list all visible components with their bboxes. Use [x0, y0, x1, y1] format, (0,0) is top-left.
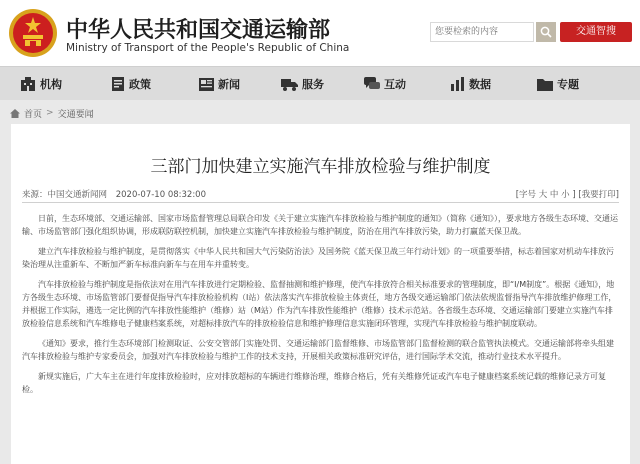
nav-label: 服务 [302, 78, 324, 91]
site-header [0, 0, 640, 66]
nav-label: 数据 [469, 78, 491, 91]
main-nav [0, 66, 640, 100]
breadcrumb [10, 106, 94, 120]
article-paragraph: 新规实施后，广大车主在进行年度排放检验时，应对排放超标的车辆进行维修治理，维修合格后，凭有关维修凭证或汽车电子健康档案系统记载的维修记录方可复检。 [22, 372, 606, 394]
chat-icon [364, 77, 380, 91]
nav-item-institutions[interactable] [20, 67, 62, 101]
bar-chart-icon [450, 77, 465, 91]
article-paragraph: 日前，生态环境部、交通运输部、国家市场监督管理总局联合印发《关于建立实施汽车排放检验与维护制度的通知》（简称《通知》），要求地方各级生态环境、交通运输、市场监管部门强化组织协调，形成联防联控机制，加快建立实施汽车排放检验与维护制度，防治在用汽车排放污染，助力打赢蓝天保卫战。 [22, 214, 618, 236]
divider [22, 202, 619, 203]
ministry-name-en: Ministry of Transport of the People's Republic of China [66, 42, 350, 54]
breadcrumb-home-link[interactable]: 首页 [24, 109, 43, 120]
nav-label: 互动 [384, 78, 406, 91]
nav-label: 新闻 [218, 78, 240, 91]
folder-icon [537, 78, 553, 91]
search-input[interactable] [430, 22, 534, 42]
nav-label: 政策 [129, 78, 151, 91]
nav-item-data[interactable] [450, 67, 491, 101]
nav-item-interaction[interactable] [364, 67, 406, 101]
breadcrumb-section-link[interactable]: 交通要闻 [57, 109, 94, 120]
smart-search-button[interactable]: 交通智搜 [560, 22, 632, 42]
article-paragraph: 建立汽车排放检验与维护制度，是贯彻落实《中华人民共和国大气污染防治法》及国务院《蓝天保卫战三年行动计划》的一项重要举措，标志着国家对机动车排放污染治理从注重新车、不断加严新车标准向新车与在用车并重转变。 [22, 247, 614, 269]
article-paragraph: 汽车排放检验与维护制度是指依法对在用汽车排放进行定期检验、监督抽测和维护修理，使汽车排放符合相关标准要求的管理制度，即“I/M制度”。根据《通知》，地方各级生态环境、市场监管部门要督促指导汽车排放检验机构（I站）依法落实汽车排放检验主体责任，地方各级交通运输部门依法依规监督指导汽车排放维护修理工作，并根据工作实际，遴选一定比例的汽车排放性能维护（维修）站（M站）作为汽车排放性能维护（维修）技术示范站。各省级生态环境、交通运输部门要建立实施汽车排放检验信息系统和汽车维修电子健康档案系统，对超标排放汽车的排放检验信息和维护修理信息实施闭环管理，实现汽车排放检验与维护制度联动。 [22, 280, 617, 328]
search-button[interactable] [536, 22, 556, 42]
article-date: 2020-07-10 08:32:00 [115, 190, 206, 200]
article-panel [11, 124, 630, 464]
document-icon [111, 77, 125, 91]
print-button[interactable]: [我要打印] [578, 190, 619, 200]
nav-item-news[interactable] [199, 67, 240, 101]
article-tools [516, 188, 619, 200]
truck-icon [281, 78, 298, 91]
nav-item-topics[interactable] [537, 67, 579, 101]
article-source: 来源：中国交通新闻网 [22, 190, 108, 200]
ministry-name-cn: 中华人民共和国交通运输部 [66, 18, 331, 43]
nav-item-services[interactable] [281, 67, 324, 101]
search-icon [540, 26, 552, 38]
newspaper-icon [199, 78, 214, 91]
article-title: 三部门加快建立实施汽车排放检验与维护制度 [150, 157, 491, 177]
article-meta [22, 188, 212, 200]
nav-label: 专题 [557, 78, 579, 91]
breadcrumb-separator: > [46, 108, 54, 118]
building-icon [20, 77, 36, 91]
nav-label: 机构 [40, 78, 62, 91]
nav-item-policy[interactable] [111, 67, 151, 101]
article-paragraph: 《通知》要求，推行生态环境部门检测取证、公安交管部门实施处罚、交通运输部门监督维修、市场监管部门监督检测的联合监管执法模式。交通运输部将牵头组建汽车排放检验与维护专家委员会，加强对汽车排放检验与维护工作的技术支持，开展相关政策标准研究评估，进行国际学术交流，推动行业技术水平提升。 [22, 339, 614, 361]
home-icon [10, 109, 20, 118]
national-emblem-icon [8, 8, 58, 58]
font-size-control[interactable]: [字号 大 中 小 ] [515, 190, 576, 200]
article-body [22, 212, 619, 403]
